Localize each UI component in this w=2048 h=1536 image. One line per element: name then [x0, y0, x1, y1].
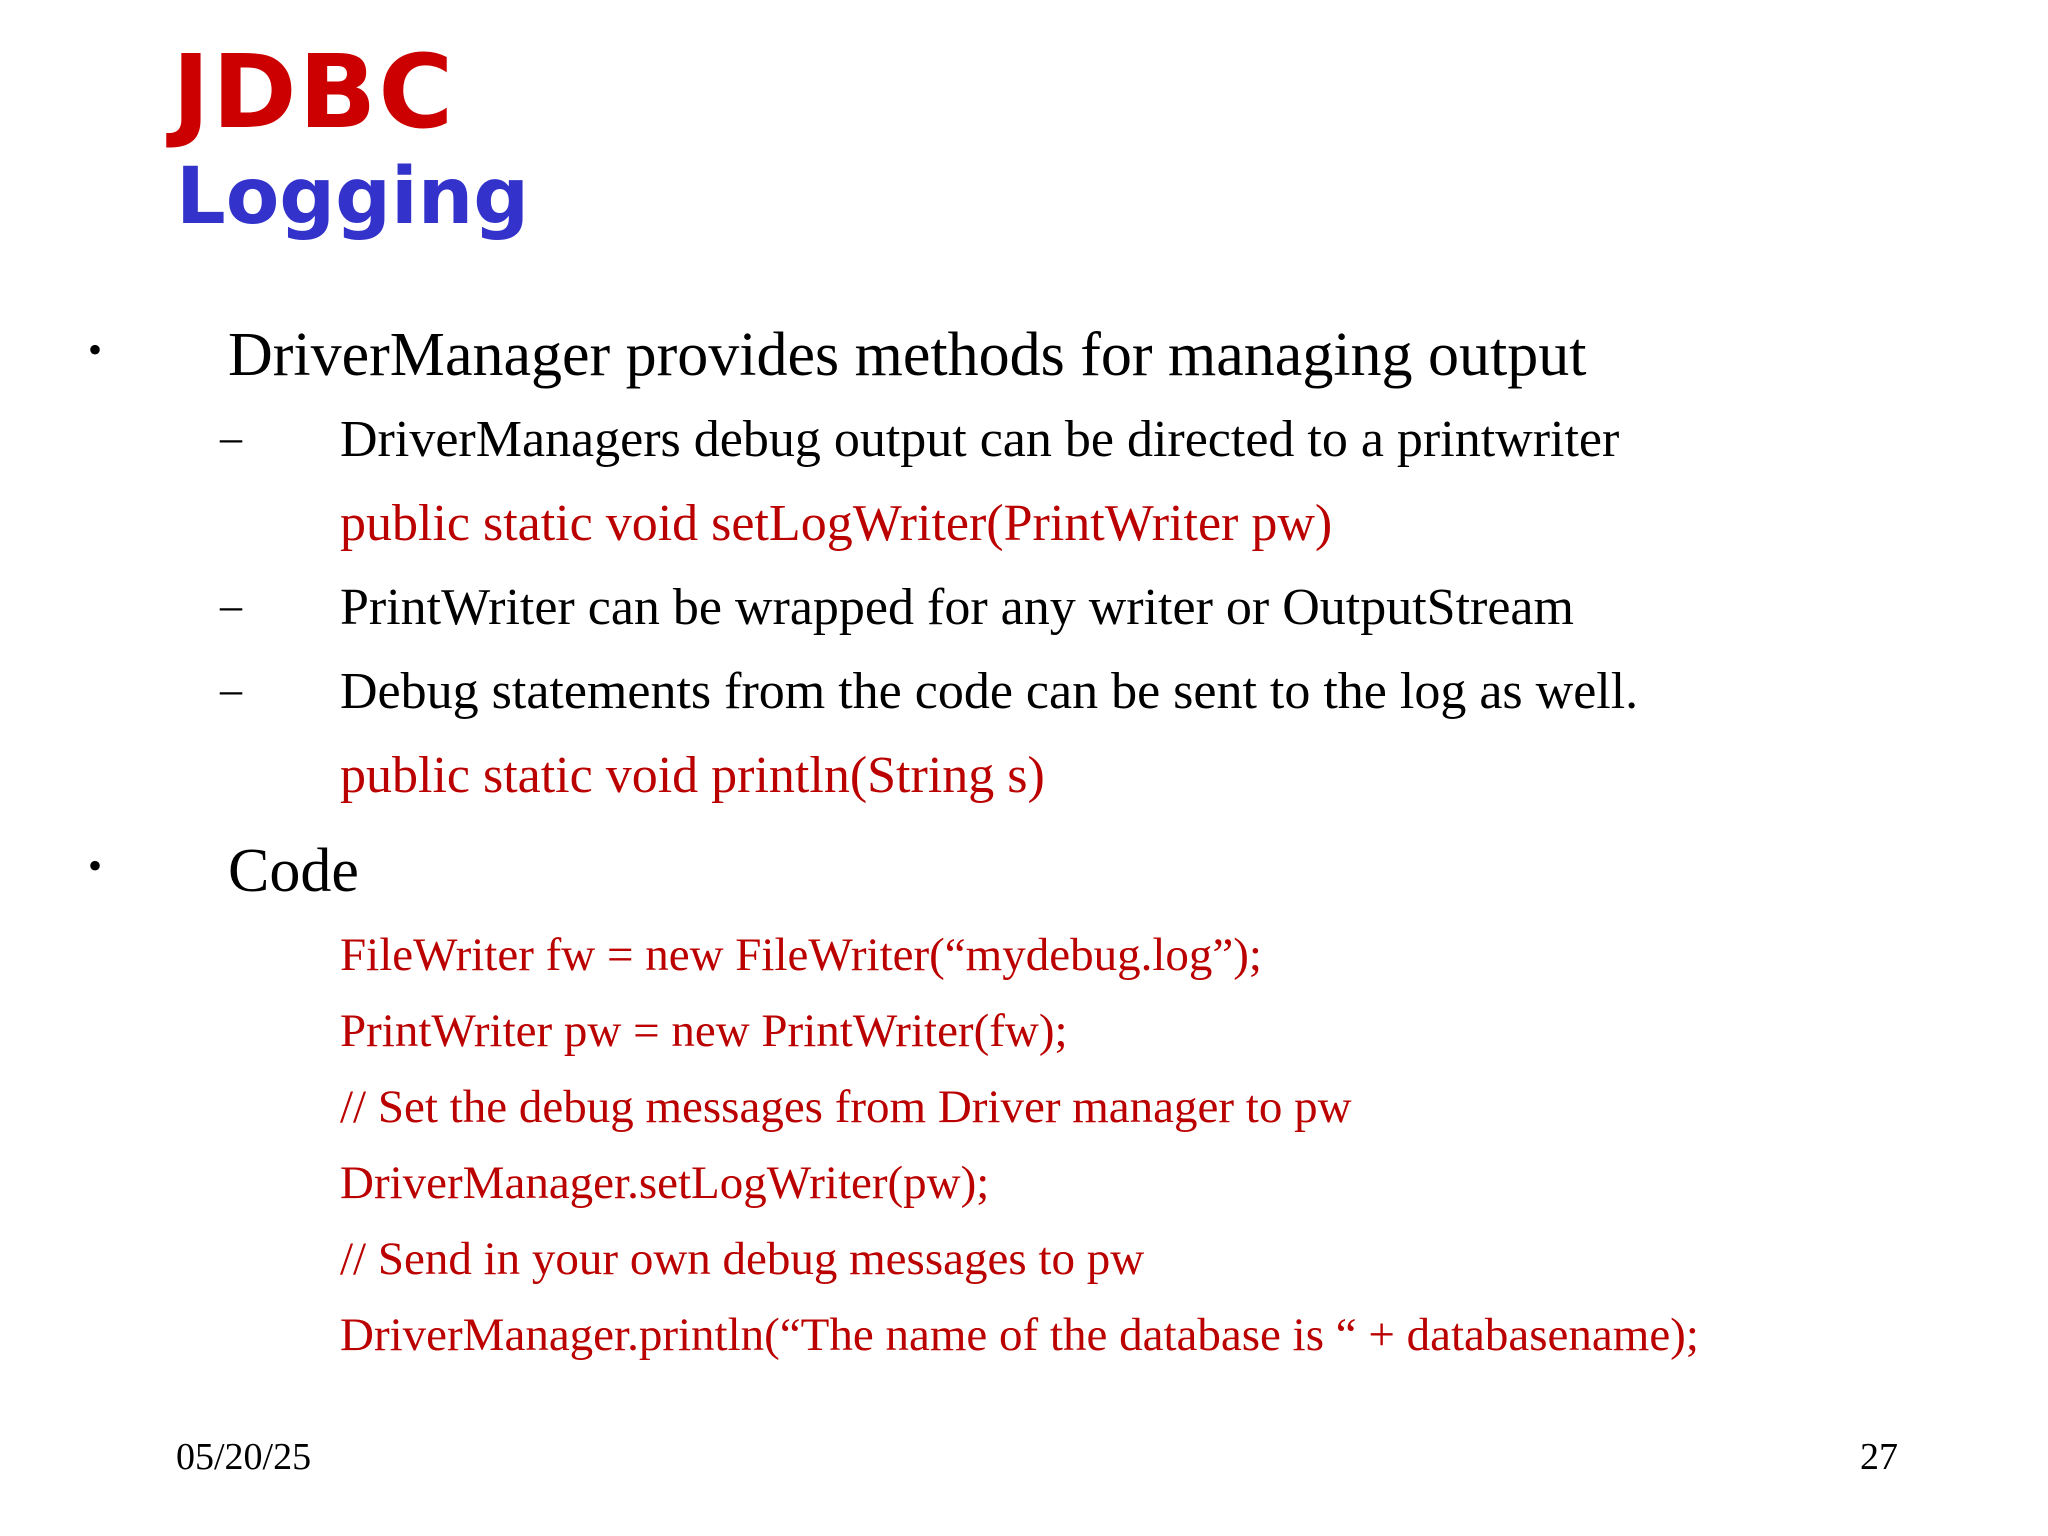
footer-date: 05/20/25: [176, 1436, 312, 1478]
code-line: DriverManager.println(“The name of the database is “ + databasename);: [340, 1309, 1699, 1361]
method-signature: public static void println(String s): [340, 747, 1045, 804]
page-number: 27: [1860, 1436, 1898, 1478]
bullet-marker: •: [88, 843, 103, 888]
code-comment: // Set the debug messages from Driver manager to pw: [340, 1081, 1352, 1133]
sub-bullet-marker: –: [220, 581, 242, 630]
bullet-text: DriverManager provides methods for managing output: [228, 321, 1587, 389]
bullet-marker: •: [88, 327, 103, 372]
sub-bullet-text: DriverManagers debug output can be directed to a printwriter: [340, 411, 1620, 468]
sub-bullet-marker: –: [220, 665, 242, 714]
slide-subtitle: Logging: [176, 152, 530, 242]
code-line: DriverManager.setLogWriter(pw);: [340, 1157, 990, 1209]
code-line: FileWriter fw = new FileWriter(“mydebug.log”);: [340, 929, 1262, 981]
sub-bullet-marker: –: [220, 413, 242, 462]
code-line: PrintWriter pw = new PrintWriter(fw);: [340, 1005, 1068, 1057]
method-signature: public static void setLogWriter(PrintWriter pw): [340, 495, 1333, 552]
bullet-text: Code: [228, 837, 359, 905]
slide-title: JDBC: [172, 33, 456, 152]
sub-bullet-text: Debug statements from the code can be sent to the log as well.: [340, 663, 1639, 720]
sub-bullet-text: PrintWriter can be wrapped for any writer or OutputStream: [340, 579, 1574, 636]
code-comment: // Send in your own debug messages to pw: [340, 1233, 1145, 1285]
